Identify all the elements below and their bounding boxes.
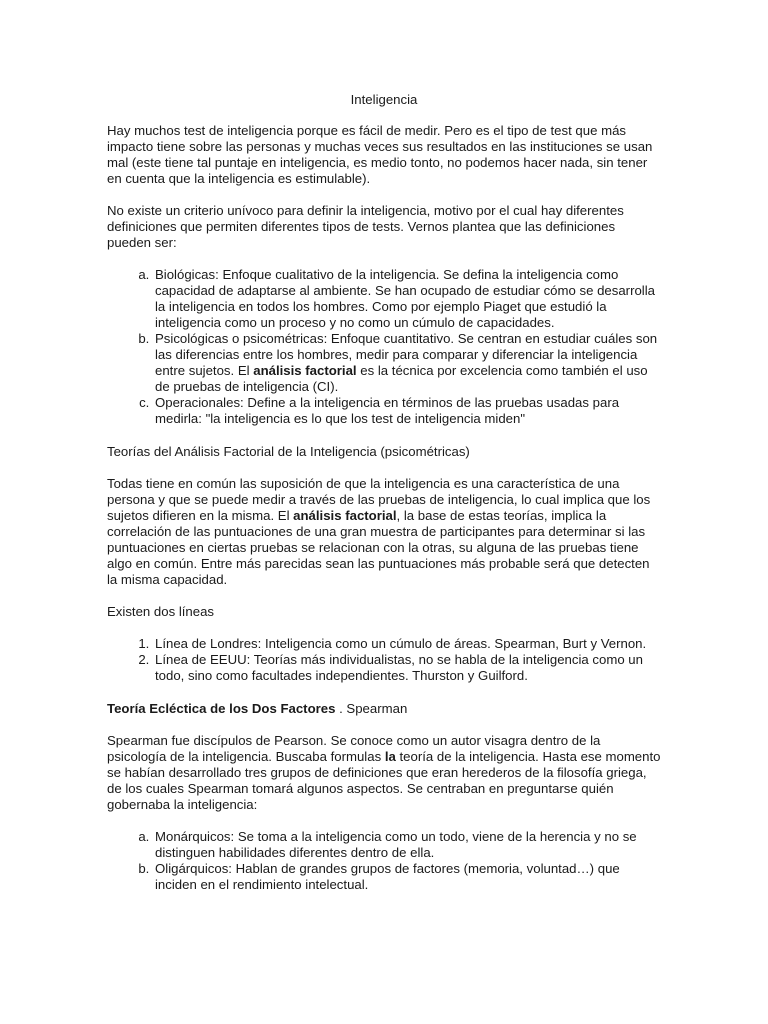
- list-item-eeuu: 2. Línea de EEUU: Teorías más individualistas, no se habla de la inteligencia como un todo, sino como facultades independientes. Thurston y Guilford.: [153, 652, 661, 684]
- spearman-paragraph: [107, 733, 661, 813]
- list-item-londres: 1. Línea de Londres: Inteligencia como un cúmulo de áreas. Spearman, Burt y Vernon.: [153, 636, 661, 652]
- list-item-monarquicos: a. Monárquicos: Se toma a la inteligencia como un todo, viene de la herencia y no se distinguen habilidades diferentes dentro de ella.: [153, 829, 661, 861]
- list-item-psicometricas: [153, 331, 661, 395]
- inline-text: Psicológicas o psicométricas: Enfoque cuantitativo. Se centran en estudiar cuáles son las diferencias entre los hombres, medir para comparar y diferenciar la inteligencia entre sujetos. El: [155, 331, 658, 378]
- bold-term: la: [384, 749, 396, 764]
- bold-term: análisis factorial: [253, 363, 357, 378]
- lines-list: [107, 636, 661, 684]
- inline-text: teoría de la inteligencia. Hasta ese momento se habían desarrollado tres grupos de definiciones que eran herederos de la filosofía griega, de los cuales Spearman tomará algunos aspectos. Se centraban en preguntarse quién gobernaba la inteligencia:: [107, 749, 661, 812]
- definitions-list: [107, 267, 661, 427]
- inline-text: es la técnica por excelencia como también el uso de pruebas de inteligencia (CI).: [155, 363, 648, 394]
- bold-term: análisis factorial: [293, 508, 397, 523]
- lines-intro: Existen dos líneas: [107, 604, 215, 619]
- list-item-biologicas: a. Biológicas: Enfoque cualitativo de la inteligencia. Se defina la inteligencia como capacidad de adaptarse al ambiente. Se han ocupado de estudiar cómo se desarrolla la inteligencia en todos los hombres. Como por ejemplo Piaget que estudió la inteligencia como un proceso y no como un cúmulo de capacidades.: [153, 267, 661, 331]
- inline-text: Todas tiene en común las suposición de que la inteligencia es una característica de una persona y que se puede medir a través de las pruebas de inteligencia, lo cual implica que los sujetos difieren en la misma. El: [107, 476, 651, 523]
- list-item-oligarquicos: b. Oligárquicos: Hablan de grandes grupos de factores (memoria, voluntad…) que inciden en el rendimiento intelectual.: [153, 861, 661, 893]
- section-heading-spearman: [107, 701, 661, 717]
- document-page: [107, 92, 661, 910]
- inline-text: , la base de estas teorías, implica la correlación de las puntuaciones de una gran muestra de participantes para determinar si las puntuaciones en ciertas pruebas se relacionan con la otras, su alguna de las pruebas tiene algo en común. Entre más parecidas sean las puntuaciones más probable será que detecten la misma capacidad.: [107, 508, 650, 587]
- bold-heading: Teoría Ecléctica de los Dos Factores: [107, 701, 336, 716]
- inline-text: Spearman fue discípulos de Pearson. Se conoce como un autor visagra dentro de la psicología de la inteligencia. Buscaba formulas: [107, 733, 601, 764]
- factorial-paragraph: [107, 476, 661, 588]
- governance-list: [107, 829, 661, 893]
- document-title: Inteligencia: [350, 92, 418, 107]
- definitions-intro-paragraph: No existe un criterio unívoco para definir la inteligencia, motivo por el cual hay diferentes definiciones que permiten diferentes tipos de tests. Vernos plantea que las definiciones pueden ser:: [107, 203, 624, 250]
- section-heading-factorial: Teorías del Análisis Factorial de la Inteligencia (psicométricas): [107, 444, 470, 459]
- inline-text: . Spearman: [335, 701, 408, 716]
- list-item-operacionales: c. Operacionales: Define a la inteligencia en términos de las pruebas usadas para medirla: "la inteligencia es lo que los test de inteligencia miden": [153, 395, 661, 427]
- intro-paragraph: Hay muchos test de inteligencia porque es fácil de medir. Pero es el tipo de test que más impacto tiene sobre las personas y muchas veces sus resultados en las instituciones se usan mal (este tiene tal puntaje en inteligencia, es medio tonto, no podemos hacer nada, sin tener en cuenta que la inteligencia es estimulable).: [107, 123, 653, 186]
